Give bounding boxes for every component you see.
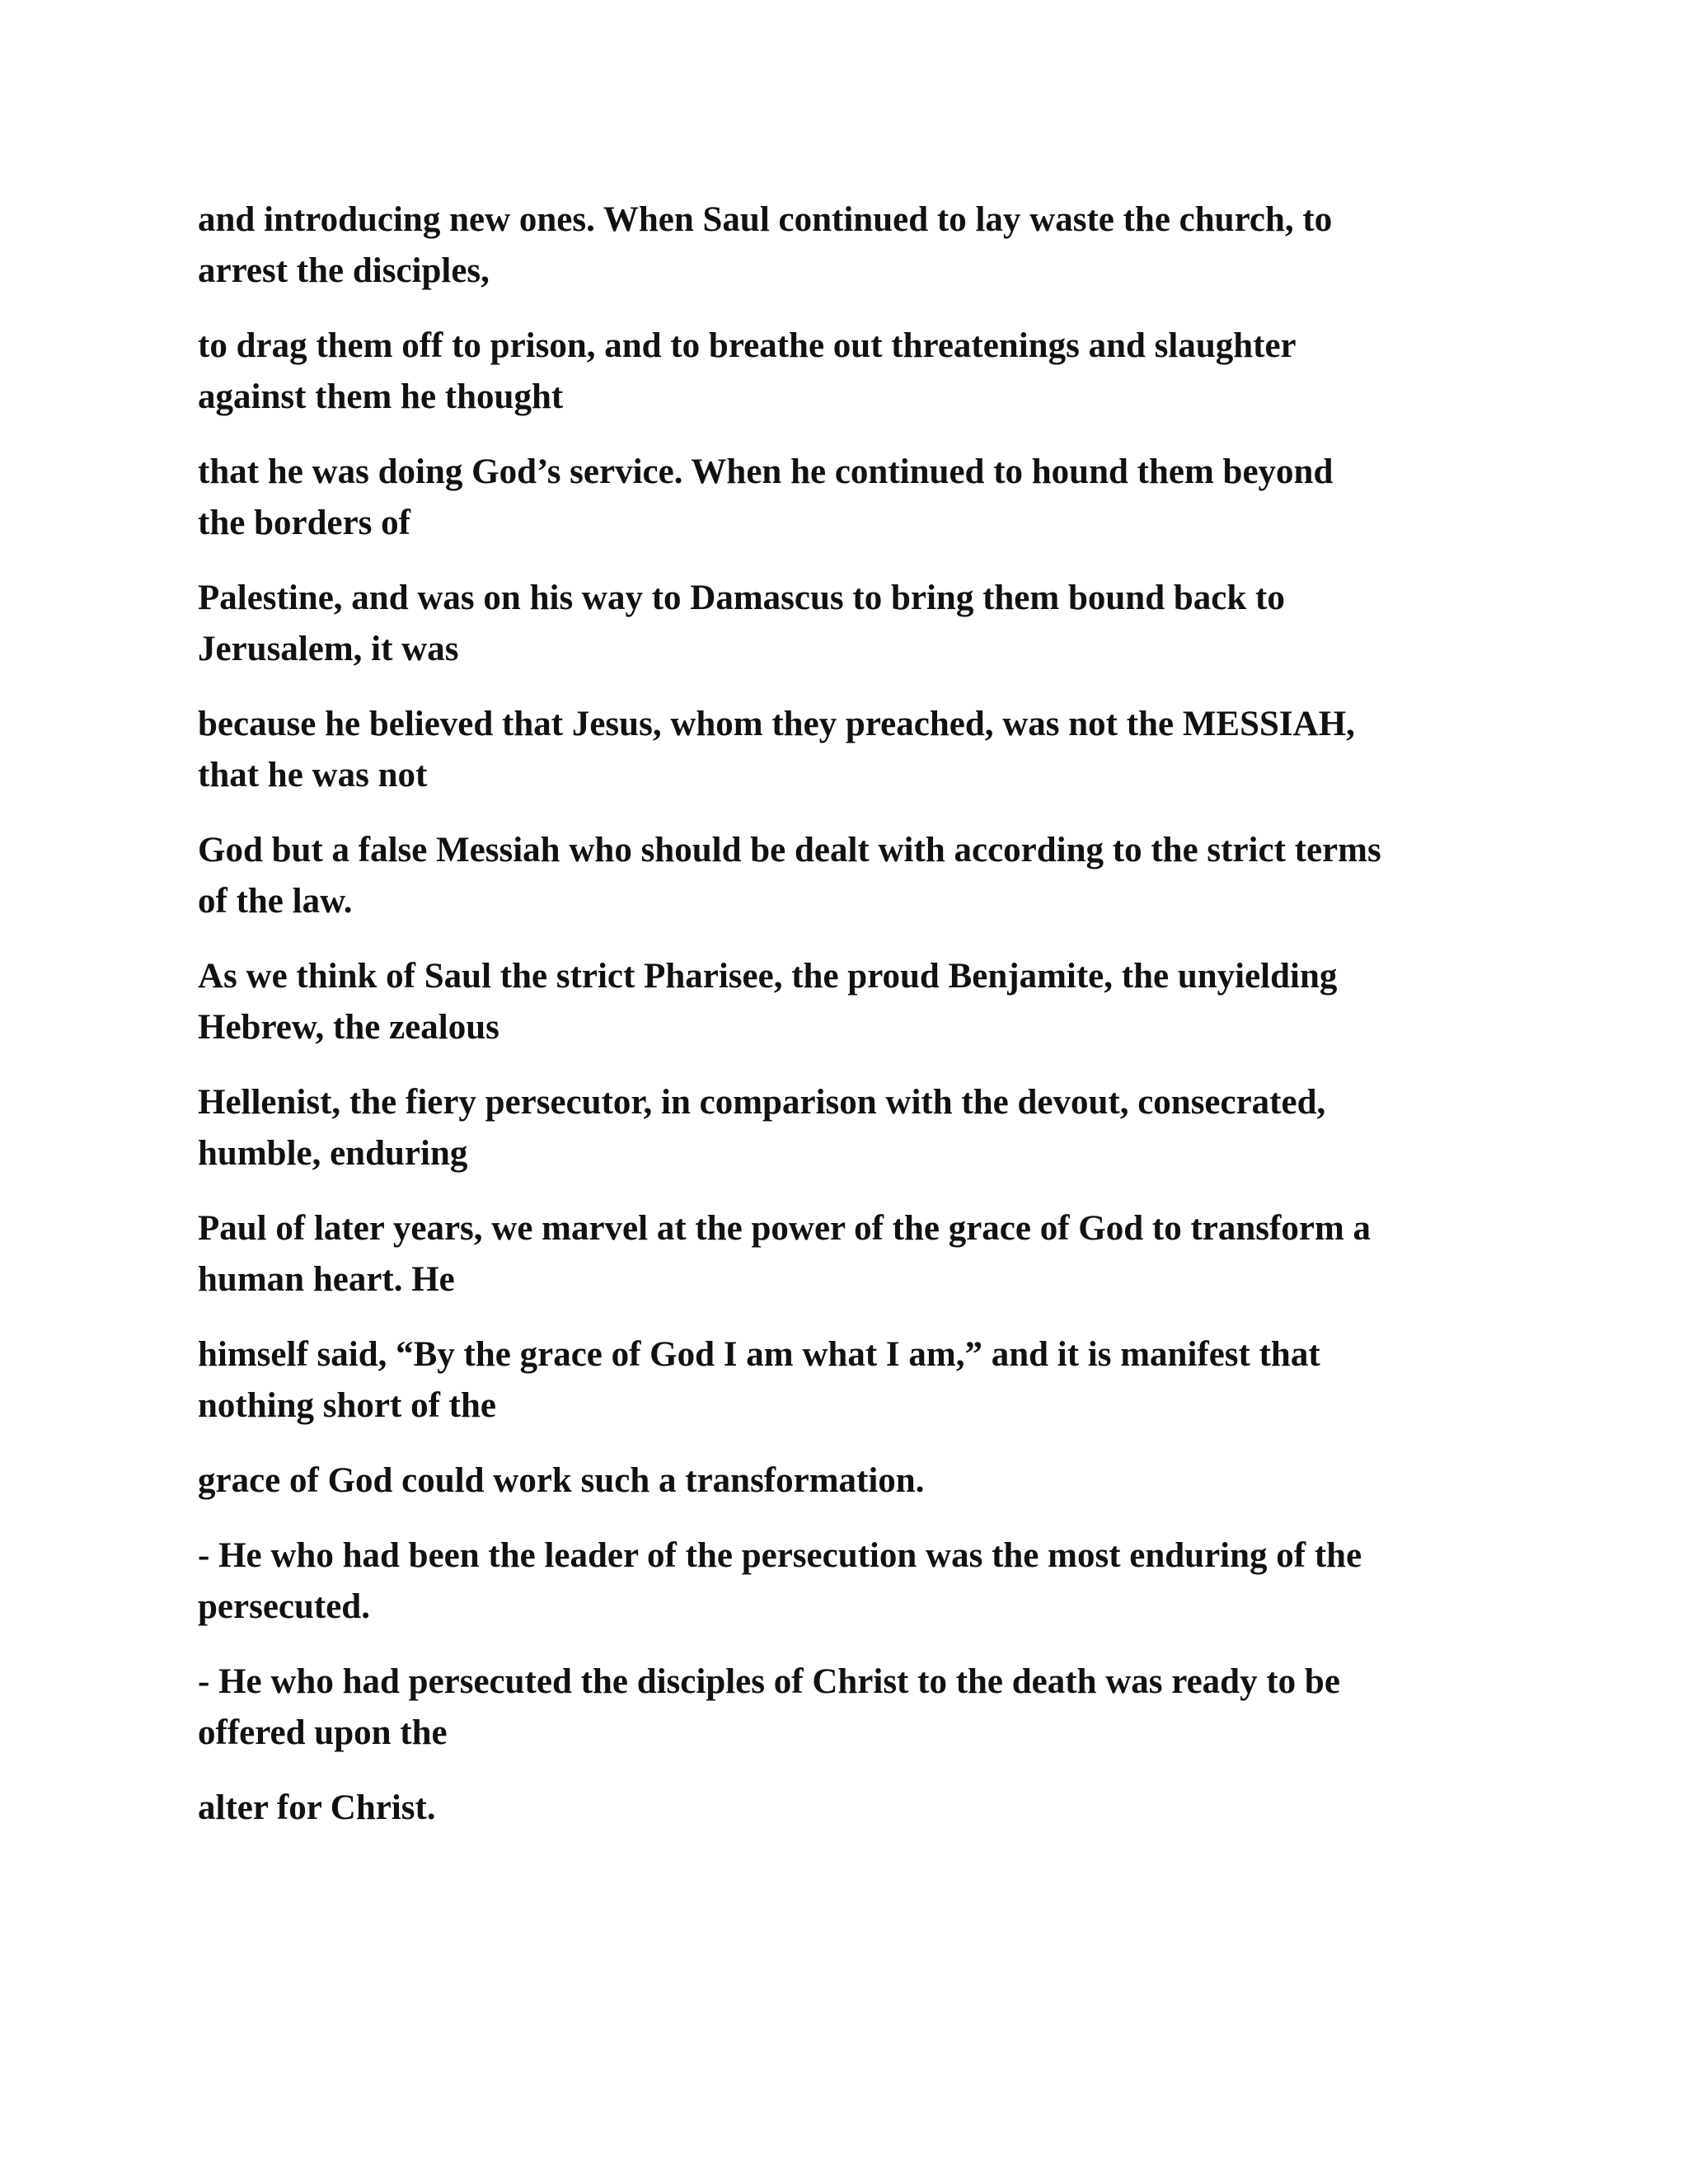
paragraph xyxy=(198,951,1517,1053)
text-line: to drag them off to prison, and to breathe out threatenings and slaughter xyxy=(198,326,1296,365)
paragraph xyxy=(198,825,1517,927)
text-line: Palestine, and was on his way to Damascus to bring them bound back to xyxy=(198,579,1285,617)
text-line: against them he thought xyxy=(198,377,564,416)
text-line: that he was not xyxy=(198,756,428,794)
paragraph xyxy=(198,573,1517,675)
text-line: Hellenist, the fiery persecutor, in comparison with the devout, consecrated, xyxy=(198,1083,1326,1122)
paragraph xyxy=(198,321,1517,423)
text-line: Jerusalem, it was xyxy=(198,630,459,668)
paragraph xyxy=(198,1077,1517,1179)
paragraph xyxy=(198,1783,1517,1834)
text-line: nothing short of the xyxy=(198,1386,496,1425)
text-line: because he believed that Jesus, whom they preached, was not the MESSIAH, xyxy=(198,705,1355,743)
text-line: that he was doing God’s service. When he continued to hound them beyond xyxy=(198,452,1334,491)
paragraph xyxy=(198,1203,1517,1305)
text-line: - He who had persecuted the disciples of Christ to the death was ready to be xyxy=(198,1662,1340,1701)
text-line: As we think of Saul the strict Pharisee, the proud Benjamite, the unyielding xyxy=(198,957,1338,996)
text-line: human heart. He xyxy=(198,1260,455,1299)
text-line: the borders of xyxy=(198,504,410,542)
text-line: grace of God could work such a transformation. xyxy=(198,1461,925,1500)
text-line: Paul of later years, we marvel at the power of the grace of God to transform a xyxy=(198,1209,1372,1248)
text-line: Hebrew, the zealous xyxy=(198,1008,499,1047)
paragraph xyxy=(198,194,1517,297)
text-line: arrest the disciples, xyxy=(198,251,490,290)
paragraph xyxy=(198,447,1517,549)
list-item xyxy=(198,1657,1517,1759)
document-body xyxy=(198,194,1517,1858)
text-line: offered upon the xyxy=(198,1713,448,1752)
text-line: humble, enduring xyxy=(198,1134,468,1173)
paragraph xyxy=(198,1455,1517,1507)
text-line: of the law. xyxy=(198,882,353,921)
text-line: and introducing new ones. When Saul continued to lay waste the church, to xyxy=(198,200,1333,239)
text-line: God but a false Messiah who should be dealt with according to the strict terms xyxy=(198,831,1381,869)
text-line: persecuted. xyxy=(198,1587,370,1626)
text-line: - He who had been the leader of the persecution was the most enduring of the xyxy=(198,1536,1362,1575)
text-line: alter for Christ. xyxy=(198,1788,436,1827)
list-item xyxy=(198,1530,1517,1633)
paragraph xyxy=(198,699,1517,801)
paragraph xyxy=(198,1329,1517,1432)
text-line: himself said, “By the grace of God I am what I am,” and it is manifest that xyxy=(198,1335,1320,1374)
